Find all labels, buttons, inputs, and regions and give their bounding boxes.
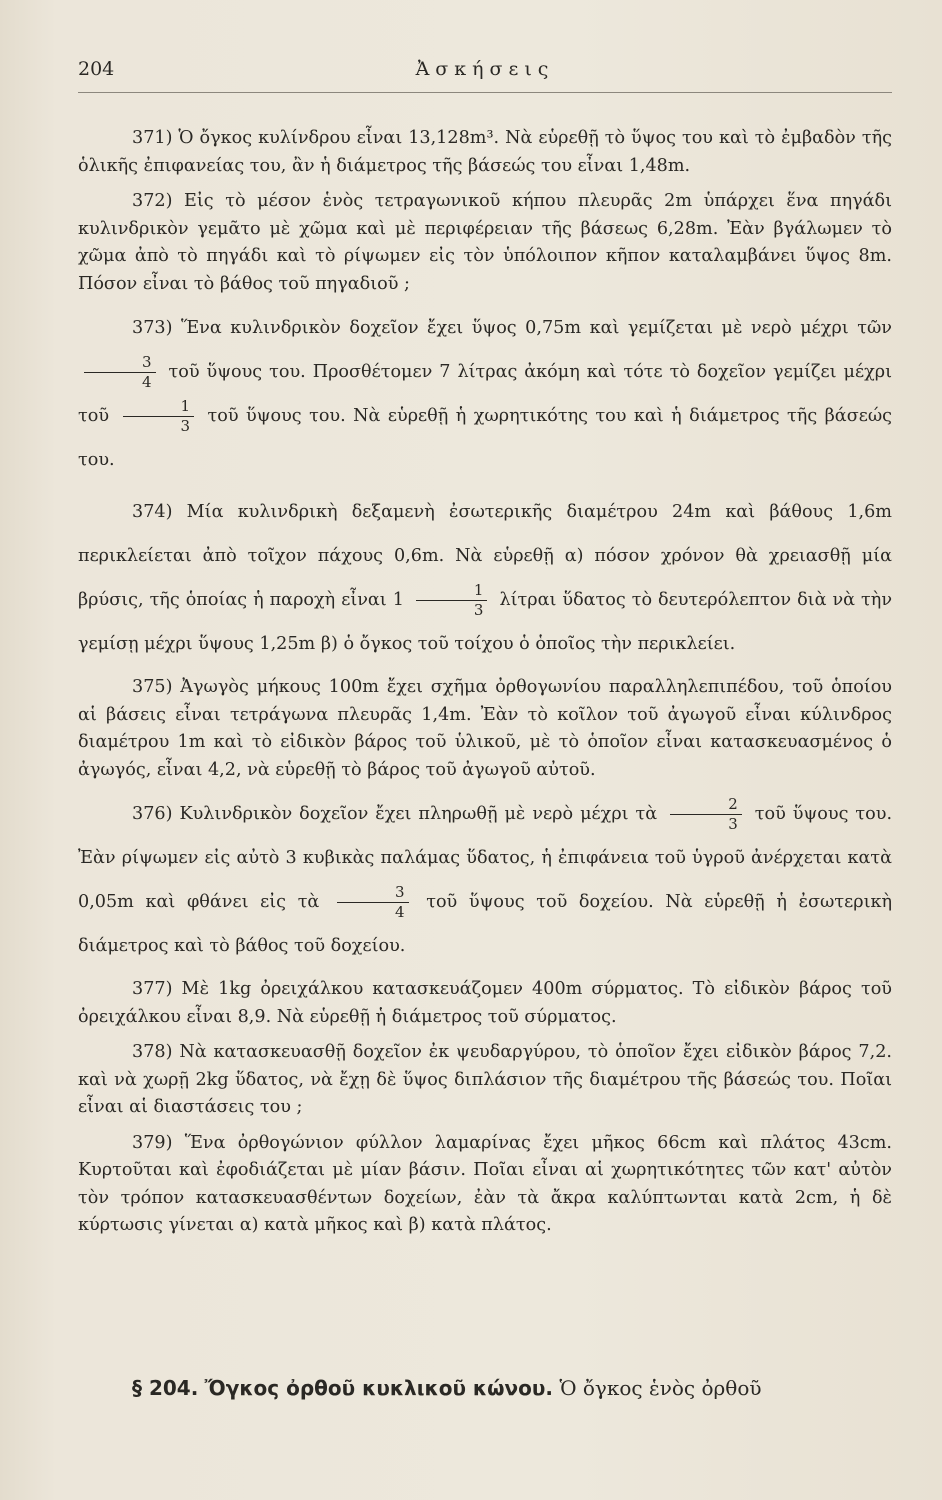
fraction-denominator: 3 (180, 416, 191, 435)
section-title: Ὄγκος ὀρθοῦ κυκλικοῦ κώνου. (204, 1376, 553, 1400)
fraction-1-3 (416, 580, 488, 619)
exercise-text: τοῦ ὕψους του. Προσθέτομεν 7 λίτρας ἀκόμη καὶ τότε τὸ δοχεῖον γεμίζει μέχρι τοῦ (78, 362, 893, 426)
section-text: Ὁ ὄγκος ἑνὸς ὀρθοῦ (559, 1376, 762, 1400)
exercise-list (78, 125, 892, 1248)
exercise-text: 377) Μὲ 1kg ὀρειχάλκου κατασκευάζομεν 400m σύρματος. Τὸ εἰδικὸν βάρος τοῦ ὀρειχάλκου εἶναι 8,9. Νὰ εὑρεθῇ ἡ διάμετρος τοῦ σύρματος. (78, 979, 892, 1027)
exercise-376 (78, 792, 892, 968)
fraction-denominator: 4 (142, 372, 152, 391)
fraction-2-3 (670, 794, 742, 833)
fraction-numerator: 3 (84, 355, 156, 373)
fraction-denominator: 3 (728, 814, 738, 833)
fraction-1-3 (123, 396, 195, 435)
fraction-denominator: 4 (395, 902, 405, 921)
exercise-377 (78, 976, 892, 1031)
exercise-text: τοῦ ὕψους του. Ἐὰν ρίψωμεν εἰς αὐτὸ 3 κυβικὰς παλάμας ὕδατος, ἡ ἐπιφάνεια τοῦ ὑγροῦ ἀνέρχεται κατὰ 0,05m καὶ φθάνει εἰς τὰ (78, 804, 893, 912)
page-header (78, 58, 892, 93)
exercise-text: τοῦ ὕψους του. Νὰ εὑρεθῇ ἡ χωρητικότης του καὶ ἡ διάμετρος τῆς βάσεώς του. (78, 406, 893, 470)
exercise-373 (78, 306, 892, 482)
page-number: 204 (78, 58, 115, 80)
exercise-text: 374) Μία κυλινδρικὴ δεξαμενὴ ἐσωτερικῆς διαμέτρου 24m καὶ βάθους 1,6m περικλείεται ἀπὸ τοῖχον πάχους 0,6m. Νὰ εὑρεθῇ α) πόσον χρόνον θὰ χρειασθῇ μία βρύσις, τῆς ὁποίας ἡ παροχὴ εἶναι 1 (78, 502, 892, 610)
fraction-numerator: 1 (416, 583, 488, 601)
exercise-text: 371) Ὁ ὄγκος κυλίνδρου εἶναι 13,128m³. Νὰ εὑρεθῇ τὸ ὕψος του καὶ τὸ ἐμβαδὸν τῆς ὁλικῆς ἐπιφανείας του, ἂν ἡ διάμετρος τῆς βάσεώς του εἶναι 1,48m. (78, 128, 892, 176)
exercise-372 (78, 188, 892, 298)
exercise-text: 378) Νὰ κατασκευασθῇ δοχεῖον ἐκ ψευδαργύρου, τὸ ὁποῖον ἔχει εἰδικὸν βάρος 7,2. καὶ νὰ χωρῇ 2kg ὕδατος, νὰ ἔχῃ δὲ ὕψος διπλάσιον τῆς διαμέτρου τῆς βάσεώς του. Ποῖαι εἶναι αἱ διαστάσεις του ; (78, 1042, 892, 1117)
fraction-numerator: 2 (670, 797, 742, 815)
running-title: Ἀσκήσεις (415, 58, 555, 80)
section-number: § 204. (132, 1376, 199, 1400)
exercise-text: 373) Ἕνα κυλινδρικὸν δοχεῖον ἔχει ὕψος 0,75m καὶ γεμίζεται μὲ νερὸ μέχρι τῶν (132, 318, 892, 338)
fraction-numerator: 1 (123, 399, 195, 417)
fraction-3-4 (84, 352, 156, 391)
exercise-375 (78, 674, 892, 784)
exercise-text: λίτραι ὕδατος τὸ δευτερόλεπτον διὰ νὰ τὴν γεμίσῃ μέχρι ὕψους 1,25m β) ὁ ὄγκος τοῦ τοίχου ὁ ὁποῖος τὴν περικλείει. (78, 590, 893, 654)
exercise-text: 372) Εἰς τὸ μέσον ἑνὸς τετραγωνικοῦ κήπου πλευρᾶς 2m ὑπάρχει ἕνα πηγάδι κυλινδρικὸν γεμᾶτο μὲ χῶμα καὶ μὲ περιφέρειαν τῆς βάσεως 6,28m. Ἐὰν βγάλωμεν τὸ χῶμα ἀπὸ τὸ πηγάδι καὶ τὸ ρίψωμεν εἰς τὸν ὑπόλοιπον κῆπον καταλαμβάνει ὕψος 8m. Πόσον εἶναι τὸ βάθος τοῦ πηγαδιοῦ ; (78, 191, 892, 294)
exercise-text: τοῦ ὕψους τοῦ δοχείου. Νὰ εὑρεθῇ ἡ ἐσωτερικὴ διάμετρος καὶ τὸ βάθος τοῦ δοχείου. (78, 892, 893, 956)
fraction-3-4 (337, 882, 409, 921)
exercise-371 (78, 125, 892, 180)
exercise-379 (78, 1130, 892, 1240)
section-204-heading (78, 1376, 892, 1400)
exercise-text: 375) Ἀγωγὸς μήκους 100m ἔχει σχῆμα ὀρθογωνίου παραλληλεπιπέδου, τοῦ ὁποίου αἱ βάσεις εἶναι τετράγωνα πλευρᾶς 1,4m. Ἐὰν τὸ κοῖλον τοῦ ἀγωγοῦ εἶναι κύλινδρος διαμέτρου 1m καὶ τὸ εἰδικὸν βάρος τοῦ ὑλικοῦ, μὲ τὸ ὁποῖον εἶναι κατασκευασμένος ὁ ἀγωγός, εἶναι 4,2, νὰ εὑρεθῇ τὸ βάρος τοῦ ἀγωγοῦ αὐτοῦ. (78, 677, 892, 780)
exercise-378 (78, 1039, 892, 1122)
fraction-denominator: 3 (473, 600, 484, 619)
fraction-numerator: 3 (337, 885, 409, 903)
exercise-374 (78, 490, 892, 666)
exercise-text: 376) Κυλινδρικὸν δοχεῖον ἔχει πληρωθῇ μὲ νερὸ μέχρι τὰ (132, 804, 658, 824)
exercise-text: 379) Ἕνα ὀρθογώνιον φύλλον λαμαρίνας ἔχει μῆκος 66cm καὶ πλάτος 43cm. Κυρτοῦται καὶ ἐφοδιάζεται μὲ μίαν βάσιν. Ποῖαι εἶναι αἱ χωρητικότητες τῶν κατ' αὐτὸν τὸν τρόπον κατασκευασθέντων δοχείων, ἐὰν τὰ ἄκρα καλύπτωνται κατὰ 2cm, ἡ δὲ κύρτωσις γίνεται α) κατὰ μῆκος καὶ β) κατὰ πλάτος. (78, 1132, 892, 1235)
